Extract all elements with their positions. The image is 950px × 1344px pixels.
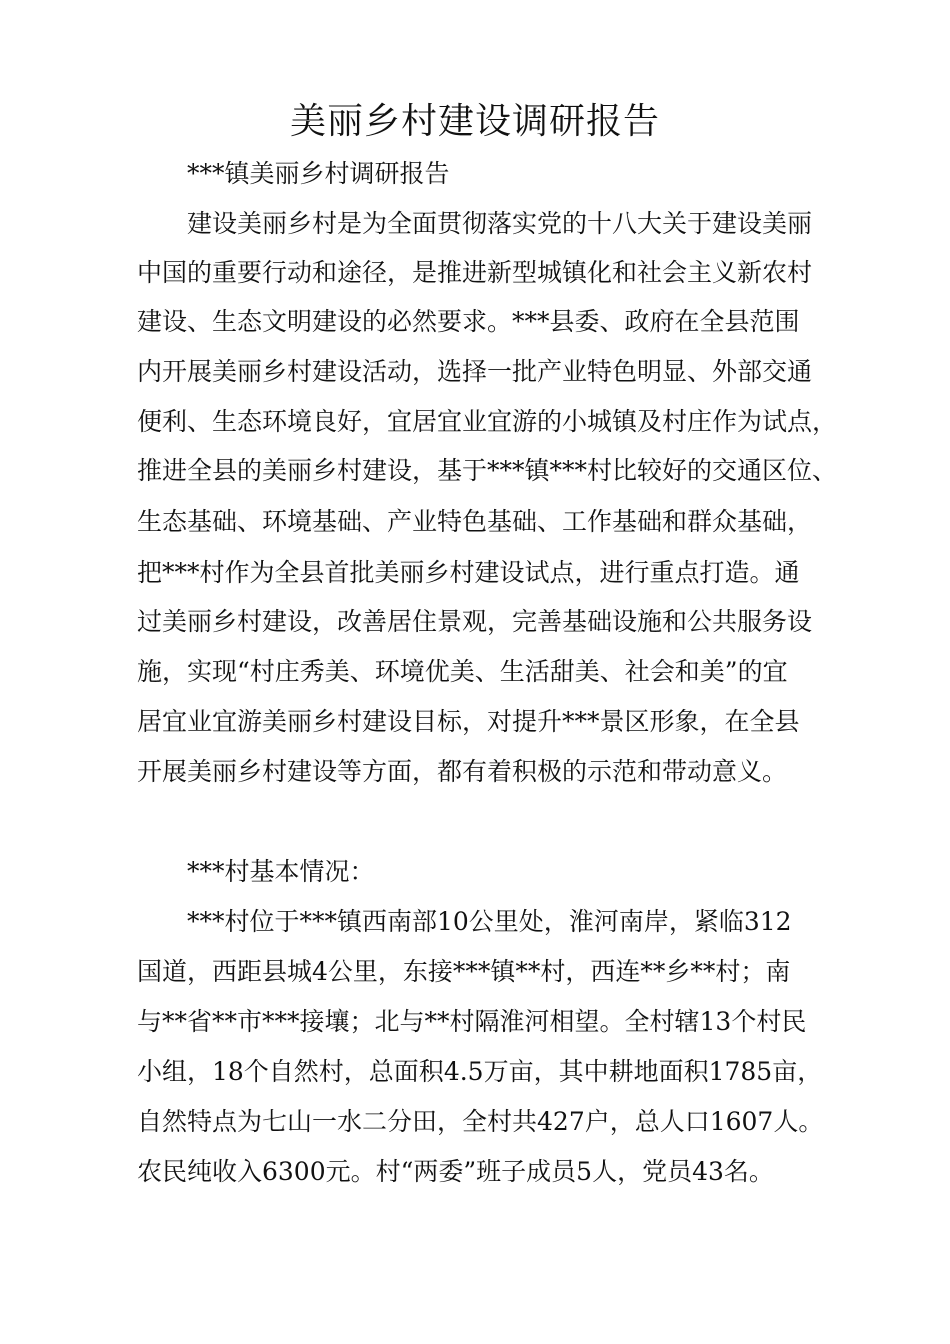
intro-line: 居宜业宜游美丽乡村建设目标，对提升***景区形象，在全县 [137,707,800,736]
intro-line: 便利、生态环境良好，宜居宜业宜游的小城镇及村庄作为试点， [137,407,838,436]
section-line: 农民纯收入6300元。村“两委”班子成员5人，党员43名。 [137,1157,774,1186]
intro-line: 建设美丽乡村是为全面贯彻落实党的十八大关于建设美丽 [187,209,813,238]
section-line: 与**省**市***接壤；北与**村隔淮河相望。全村辖13个村民 [137,1007,807,1036]
intro-line: 施，实现“村庄秀美、环境优美、生活甜美、社会和美”的宜 [137,657,788,686]
intro-line: 推进全县的美丽乡村建设，基于***镇***村比较好的交通区位、 [137,456,838,485]
intro-line: 开展美丽乡村建设等方面，都有着积极的示范和带动意义。 [137,757,788,786]
section-line: 国道，西距县城4公里，东接***镇**村，西连**乡**村；南 [137,957,791,986]
section-line: ***村位于***镇西南部10公里处，淮河南岸，紧临312 [187,907,792,936]
section-heading: ***村基本情况： [187,857,375,886]
intro-line: 过美丽乡村建设，改善居住景观，完善基础设施和公共服务设 [137,607,813,636]
intro-line: 生态基础、环境基础、产业特色基础、工作基础和群众基础， [137,507,813,536]
section-line: 小组，18个自然村，总面积4.5万亩，其中耕地面积1785亩， [137,1057,823,1086]
intro-line: 建设、生态文明建设的必然要求。***县委、政府在全县范围 [137,307,800,336]
page-title: 美丽乡村建设调研报告 [289,101,660,142]
intro-line: 中国的重要行动和途径，是推进新型城镇化和社会主义新农村 [137,258,813,287]
subtitle: ***镇美丽乡村调研报告 [187,159,450,188]
intro-line: 把***村作为全县首批美丽乡村建设试点，进行重点打造。通 [137,558,800,587]
section-line: 自然特点为七山一水二分田，全村共427户，总人口1607人。 [137,1107,824,1136]
intro-line: 内开展美丽乡村建设活动，选择一批产业特色明显、外部交通 [137,357,813,386]
